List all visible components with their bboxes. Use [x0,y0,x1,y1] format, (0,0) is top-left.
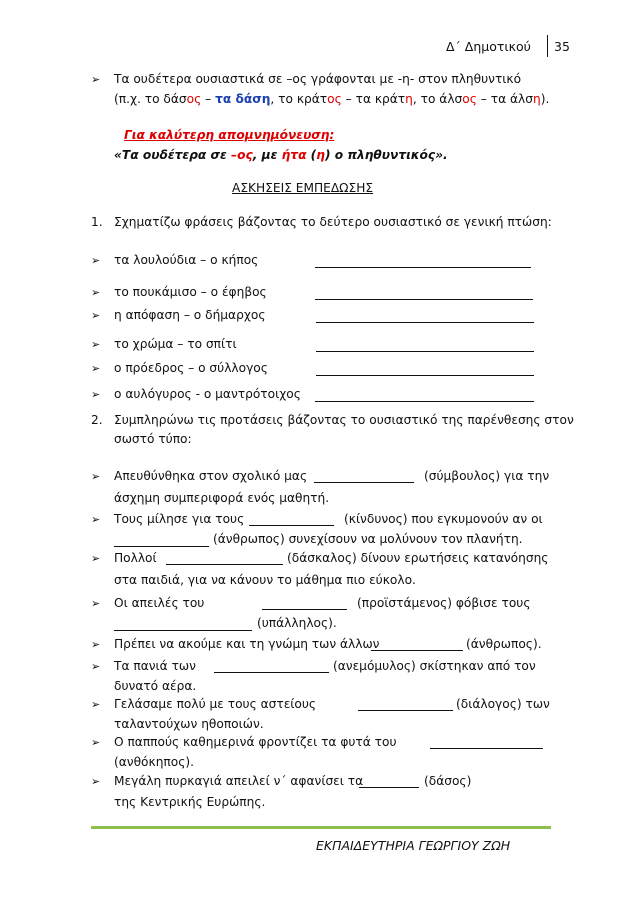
arrow-bullet-icon: ➢ [91,470,101,483]
arrow-bullet-icon: ➢ [91,338,101,351]
sentence-text: (κίνδυνος) που εγκυμονούν αν οι [344,512,543,526]
page-number: 35 [554,39,570,54]
answer-blank[interactable] [114,534,209,547]
sentence-text: της Κεντρικής Ευρώπης. [114,795,266,809]
arrow-bullet-icon: ➢ [91,309,101,322]
header-grade: Δ΄ Δημοτικού [446,39,531,54]
answer-blank[interactable] [358,698,453,711]
arrow-bullet-icon: ➢ [91,552,101,565]
arrow-bullet-icon: ➢ [91,388,101,401]
sentence-text: Ο παππούς καθημερινά φροντίζει τα φυτά του [114,735,397,749]
answer-blank[interactable] [114,618,252,631]
sentence-text: (δάσος) [424,774,472,788]
arrow-bullet-icon: ➢ [91,286,101,299]
sentence-text: στα παιδιά, για να κάνουν το μάθημα πιο εύκολο. [114,573,416,587]
footer-author: ΕΚΠΑΙΔΕΥΤΗΡΙΑ ΓΕΩΡΓΙΟΥ ΖΩΗ [316,838,511,853]
mnemonic-heading: Για καλύτερη απομνημόνευση: [124,128,335,142]
answer-blank[interactable] [249,513,334,526]
exercise1-item: ο αυλόγυρος - ο μαντρότοιχος [114,387,301,401]
header-divider [547,35,548,57]
sentence-text: Τα πανιά των [114,659,196,673]
arrow-bullet-icon: ➢ [91,513,101,526]
exercise1-item: η απόφαση – ο δήμαρχος [114,308,266,322]
footer-rule [91,826,551,829]
exercise1-item: τα λουλούδια – ο κήπος [114,253,259,267]
answer-blank[interactable] [316,363,534,376]
sentence-text: (άνθρωπος) συνεχίσουν να μολύνουν τον πλανήτη. [213,532,523,546]
answer-blank[interactable] [166,552,283,565]
exercise1-prompt: Σχηματίζω φράσεις βάζοντας το δεύτερο ουσιαστικό σε γενική πτώση: [114,215,552,229]
sentence-text: Οι απειλές του [114,596,205,610]
answer-blank[interactable] [315,255,531,268]
sentence-text: Μεγάλη πυρκαγιά απειλεί ν΄ αφανίσει τα [114,774,364,788]
exercise1-item: το πουκάμισο – ο έφηβος [114,285,267,299]
arrow-bullet-icon: ➢ [91,73,101,86]
sentence-text: (δάσκαλος) δίνουν ερωτήσεις κατανόησης [287,551,549,565]
arrow-bullet-icon: ➢ [91,362,101,375]
answer-blank[interactable] [214,660,329,673]
arrow-bullet-icon: ➢ [91,775,101,788]
answer-blank[interactable] [315,389,534,402]
answer-blank[interactable] [371,638,463,651]
exercise1-item: το χρώμα – το σπίτι [114,337,237,351]
mnemonic-text: «Τα ουδέτερα σε –ος, με ήτα (η) ο πληθυντικός». [114,148,448,162]
arrow-bullet-icon: ➢ [91,597,101,610]
exercise2-number: 2. [91,413,103,427]
sentence-text: Πολλοί [114,551,157,565]
sentence-text: (υπάλληλος). [257,616,337,630]
answer-blank[interactable] [315,287,533,300]
rule-examples: (π.χ. το δάσος – τα δάση, το κράτος – τα κράτη, το άλσος – τα άλση). [114,92,550,106]
rule-text: Τα ουδέτερα ουσιαστικά σε –ος γράφονται με -η- στον πληθυντικό [114,72,522,86]
exercise1-number: 1. [91,215,103,229]
answer-blank[interactable] [316,339,534,352]
arrow-bullet-icon: ➢ [91,254,101,267]
sentence-text: δυνατό αέρα. [114,679,197,693]
sentence-text: Απευθύνθηκα στον σχολικό μας [114,469,308,483]
sentence-text: (σύμβουλος) για την [424,469,550,483]
sentence-text: Τους μίλησε για τους [114,512,245,526]
sentence-text: (ανεμόμυλος) σκίστηκαν από τον [333,659,536,673]
arrow-bullet-icon: ➢ [91,698,101,711]
exercise1-item: ο πρόεδρος – ο σύλλογος [114,361,268,375]
answer-blank[interactable] [316,310,534,323]
sentence-text: (ανθόκηπος). [114,755,194,769]
sentence-text: άσχημη συμπεριφορά ενός μαθητή. [114,491,330,505]
arrow-bullet-icon: ➢ [91,660,101,673]
arrow-bullet-icon: ➢ [91,736,101,749]
exercise2-prompt-cont: σωστό τύπο: [114,432,192,446]
sentence-text: (άνθρωπος). [466,637,542,651]
answer-blank[interactable] [262,597,347,610]
sentence-text: (διάλογος) των [456,697,550,711]
answer-blank[interactable] [314,470,414,483]
sentence-text: ταλαντούχων ηθοποιών. [114,717,264,731]
exercise2-prompt: Συμπληρώνω τις προτάσεις βάζοντας το ουσιαστικό της παρένθεσης στον [114,413,574,427]
answer-blank[interactable] [430,736,543,749]
sentence-text: Γελάσαμε πολύ με τους αστείους [114,697,317,711]
answer-blank[interactable] [359,775,419,788]
sentence-text: (προϊστάμενος) φόβισε τους [357,596,531,610]
section-title: ΑΣΚΗΣΕΙΣ ΕΜΠΕΔΩΣΗΣ [232,181,374,195]
sentence-text: Πρέπει να ακούμε και τη γνώμη των άλλων [114,637,380,651]
arrow-bullet-icon: ➢ [91,638,101,651]
